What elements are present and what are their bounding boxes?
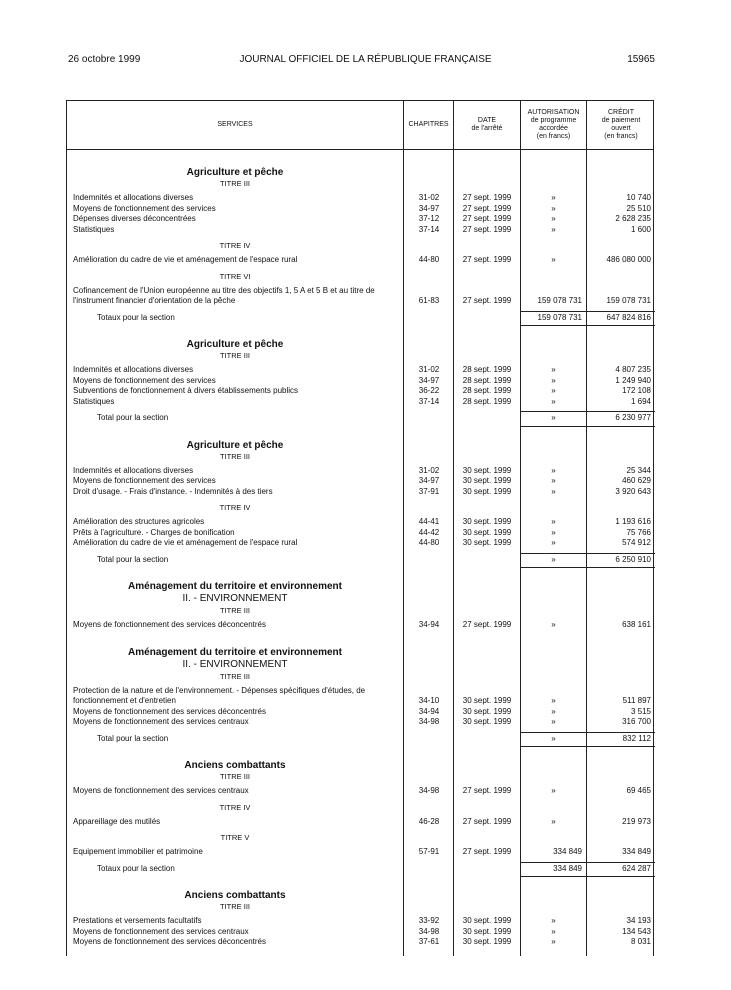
total-rule <box>520 311 655 312</box>
row-chapitre: 34-97 <box>418 375 440 385</box>
column-header-credit: CRÉDIT de paiement ouvert (en francs) <box>601 109 641 140</box>
row-date: 27 sept. 1999 <box>462 193 512 202</box>
row-label-text: Moyens de fonctionnement des services centraux <box>73 717 249 726</box>
total-label <box>97 413 403 423</box>
row-chapitre: 36-22 <box>418 386 440 395</box>
row-label-text: Statistiques <box>73 224 115 234</box>
table-row <box>67 225 655 236</box>
row-label <box>73 528 403 538</box>
total-credit: 832 112 <box>622 733 651 743</box>
table-row <box>67 476 655 487</box>
row-chapitre: 44-42 <box>418 527 440 537</box>
row-label <box>73 538 403 548</box>
row-chapitre: 37-14 <box>418 224 440 234</box>
table-row <box>67 927 655 938</box>
total-autorisation: 159 078 731 <box>537 312 582 322</box>
row-date: 27 sept. 1999 <box>462 816 512 826</box>
total-autorisation: » <box>551 413 556 422</box>
table-row <box>67 528 655 539</box>
row-date: 27 sept. 1999 <box>462 620 512 629</box>
row-label <box>73 717 403 727</box>
section-rule <box>520 426 655 427</box>
row-label-text: Moyens de fonctionnement des services centraux <box>73 926 249 936</box>
row-label-text: Moyens de fonctionnement des services <box>73 476 216 485</box>
row-credit: 460 629 <box>622 476 651 485</box>
row-credit: 134 543 <box>622 926 651 936</box>
row-credit: 3 515 <box>630 706 651 716</box>
titre-heading: TITRE III <box>220 772 250 781</box>
row-credit: 574 912 <box>622 538 651 547</box>
row-label <box>73 927 403 937</box>
section-rule <box>520 746 655 747</box>
row-chapitre: 34-94 <box>418 706 440 716</box>
table-row <box>67 847 655 858</box>
row-label-text: Amélioration du cadre de vie et aménagement de l'espace rural <box>73 538 298 547</box>
table-row <box>67 937 655 948</box>
row-chapitre: 37-61 <box>418 937 440 946</box>
row-label <box>73 487 403 497</box>
table-row <box>67 255 655 266</box>
row-label <box>73 397 403 407</box>
row-chapitre: 37-91 <box>418 486 440 496</box>
row-autorisation: » <box>551 538 556 547</box>
section-title: Anciens combattants <box>184 890 286 901</box>
table-row <box>67 517 655 528</box>
row-label-text: Indemnités et allocations diverses <box>73 365 194 374</box>
total-label-text: Total pour la section <box>97 554 169 564</box>
row-date: 30 sept. 1999 <box>462 465 512 475</box>
row-label-text: Prêts à l'agriculture. - Charges de bonification <box>73 527 235 537</box>
row-label <box>73 847 403 857</box>
row-chapitre: 46-28 <box>418 816 440 826</box>
row-credit: 511 897 <box>622 696 651 705</box>
titre-heading: TITRE V <box>220 833 250 842</box>
row-label <box>73 786 403 796</box>
row-chapitre: 61-83 <box>418 296 440 305</box>
header-divider <box>67 149 653 150</box>
total-autorisation: 334 849 <box>553 863 582 873</box>
table-row <box>67 193 655 204</box>
row-autorisation: » <box>551 375 556 385</box>
row-label <box>73 193 403 203</box>
row-date: 27 sept. 1999 <box>462 786 512 795</box>
row-autorisation: » <box>551 916 556 925</box>
table-row <box>67 487 655 498</box>
row-label <box>73 286 403 306</box>
row-label-text: Moyens de fonctionnement des services déconcentrés <box>73 937 266 946</box>
total-label-text: Totaux pour la section <box>97 312 175 322</box>
row-label-text: Statistiques <box>73 396 115 406</box>
row-autorisation: » <box>551 527 556 537</box>
row-label <box>73 937 403 947</box>
total-label-text: Total pour la section <box>97 413 169 422</box>
row-chapitre: 33-92 <box>418 916 440 925</box>
row-date: 30 sept. 1999 <box>462 706 512 716</box>
column-header-autorisation: AUTORISATION de programme accordée (en francs) <box>527 109 580 140</box>
journal-title: JOURNAL OFFICIEL DE LA RÉPUBLIQUE FRANÇAISE <box>239 54 492 65</box>
header-date: 26 octobre 1999 <box>68 54 141 65</box>
titre-heading: TITRE III <box>220 606 250 615</box>
row-autorisation: » <box>551 476 556 485</box>
row-label-text: Subventions de fonctionnement à divers établissements publics <box>73 386 299 395</box>
row-credit: 638 161 <box>622 620 651 629</box>
row-date: 30 sept. 1999 <box>462 916 512 925</box>
section-title: Agriculture et pêche <box>186 167 284 178</box>
row-label-text: Moyens de fonctionnement des services <box>73 375 216 385</box>
table-row <box>67 620 655 631</box>
row-autorisation: 159 078 731 <box>537 296 582 305</box>
row-autorisation: » <box>551 696 556 705</box>
total-rule <box>520 732 655 733</box>
row-label <box>73 386 403 396</box>
row-label-text: Equipement immobilier et patrimoine <box>73 847 203 856</box>
row-chapitre: 44-41 <box>418 517 440 526</box>
row-credit: 2 628 235 <box>615 214 651 223</box>
row-label-text: Moyens de fonctionnement des services déconcentrés <box>73 706 266 716</box>
row-date: 30 sept. 1999 <box>462 476 512 485</box>
table-row <box>67 386 655 397</box>
row-date: 28 sept. 1999 <box>462 365 512 374</box>
row-credit: 1 249 940 <box>615 375 651 385</box>
row-chapitre: 34-94 <box>418 620 440 629</box>
row-label-text: Moyens de fonctionnement des services <box>73 203 216 213</box>
row-chapitre: 34-98 <box>418 717 440 726</box>
row-autorisation: » <box>551 224 556 234</box>
titre-heading: TITRE III <box>220 179 250 188</box>
table-row <box>67 397 655 408</box>
row-credit: 1 600 <box>630 224 651 234</box>
row-date: 28 sept. 1999 <box>462 386 512 395</box>
table-row <box>67 817 655 828</box>
row-chapitre: 34-10 <box>418 696 440 705</box>
row-autorisation: » <box>551 255 556 264</box>
row-label-text: Moyens de fonctionnement des services centraux <box>73 786 249 795</box>
row-credit: 219 973 <box>622 816 651 826</box>
row-credit: 8 031 <box>630 937 651 946</box>
row-date: 30 sept. 1999 <box>462 527 512 537</box>
row-date: 27 sept. 1999 <box>462 203 512 213</box>
row-chapitre: 31-02 <box>418 193 440 202</box>
row-label-text: Prestations et versements facultatifs <box>73 916 202 925</box>
table-row <box>67 204 655 215</box>
table-row <box>67 538 655 549</box>
row-label-text: Moyens de fonctionnement des services déconcentrés <box>73 620 266 629</box>
table-row <box>67 707 655 718</box>
row-label <box>73 517 403 527</box>
row-label <box>73 376 403 386</box>
titre-heading: TITRE III <box>220 671 250 681</box>
section-subtitle: II. - ENVIRONNEMENT <box>182 658 288 670</box>
row-credit: 69 465 <box>626 786 651 795</box>
total-label-text: Totaux pour la section <box>97 863 175 873</box>
row-label <box>73 707 403 717</box>
total-row <box>67 413 655 424</box>
row-chapitre: 44-80 <box>418 538 440 547</box>
row-label-text: Amélioration du cadre de vie et aménagement de l'espace rural <box>73 255 298 264</box>
table-row <box>67 786 655 797</box>
total-credit: 6 250 910 <box>615 554 651 564</box>
row-autorisation: » <box>551 396 556 406</box>
row-label <box>73 365 403 375</box>
row-date: 30 sept. 1999 <box>462 696 512 705</box>
row-autorisation: » <box>551 816 556 826</box>
row-label <box>73 214 403 224</box>
total-credit: 624 287 <box>622 863 651 873</box>
row-chapitre: 34-97 <box>418 476 440 485</box>
section-title: Aménagement du territoire et environnement <box>128 646 342 658</box>
row-credit: 3 920 643 <box>615 486 651 496</box>
section-title: Agriculture et pêche <box>186 339 284 350</box>
row-autorisation: » <box>551 214 556 223</box>
row-autorisation: 334 849 <box>553 847 582 856</box>
table-row <box>67 365 655 376</box>
column-header-date: DATE de l'arrêté <box>471 117 503 132</box>
budget-table <box>66 100 654 956</box>
total-credit: 6 230 977 <box>615 413 651 422</box>
titre-heading: TITRE VI <box>219 271 251 281</box>
row-date: 30 sept. 1999 <box>462 517 512 526</box>
row-autorisation: » <box>551 620 556 629</box>
column-header-services: SERVICES <box>217 121 253 128</box>
row-label <box>73 255 403 265</box>
row-credit: 172 108 <box>622 386 651 395</box>
table-row <box>67 686 655 707</box>
row-credit: 159 078 731 <box>606 296 651 305</box>
page-number: 15965 <box>627 54 655 65</box>
row-date: 27 sept. 1999 <box>462 296 512 305</box>
section-rule <box>520 325 655 326</box>
row-autorisation: » <box>551 386 556 395</box>
row-date: 30 sept. 1999 <box>462 926 512 936</box>
row-label-text: Indemnités et allocations diverses <box>73 193 194 202</box>
row-chapitre: 44-80 <box>418 255 440 264</box>
row-autorisation: » <box>551 926 556 936</box>
row-label <box>73 916 403 926</box>
table-row <box>67 286 655 307</box>
row-credit: 316 700 <box>622 717 651 726</box>
row-chapitre: 37-14 <box>418 396 440 406</box>
row-label <box>73 225 403 235</box>
section-title: Aménagement du territoire et environnement <box>128 581 342 592</box>
total-credit: 647 824 816 <box>606 312 651 322</box>
row-date: 28 sept. 1999 <box>462 396 512 406</box>
table-row <box>67 717 655 728</box>
row-autorisation: » <box>551 717 556 726</box>
row-chapitre: 31-02 <box>418 365 440 374</box>
total-rule <box>520 411 655 412</box>
total-rule <box>520 862 655 863</box>
row-credit: 25 510 <box>626 203 651 213</box>
total-autorisation: » <box>551 733 556 743</box>
row-chapitre: 57-91 <box>418 847 440 856</box>
section-rule <box>520 567 655 568</box>
row-date: 27 sept. 1999 <box>462 224 512 234</box>
column-header-chapitres: CHAPITRES <box>408 121 449 128</box>
row-autorisation: » <box>551 486 556 496</box>
row-label <box>73 204 403 214</box>
table-row <box>67 916 655 927</box>
row-date: 27 sept. 1999 <box>462 847 512 856</box>
row-chapitre: 31-02 <box>418 465 440 475</box>
total-row <box>67 734 655 745</box>
total-label-text: Total pour la section <box>97 733 169 743</box>
row-label-text: Droit d'usage. - Frais d'instance. - Indemnités à des tiers <box>73 486 273 496</box>
total-row <box>67 555 655 566</box>
row-date: 30 sept. 1999 <box>462 937 512 946</box>
row-credit: 334 849 <box>622 847 651 856</box>
row-label-text: Amélioration des structures agricoles <box>73 517 205 526</box>
row-label <box>73 620 403 630</box>
total-label <box>97 313 403 323</box>
row-label-text: Appareillage des mutilés <box>73 816 161 826</box>
total-row <box>67 313 655 324</box>
section-subtitle: II. - ENVIRONNEMENT <box>182 593 288 604</box>
titre-heading: TITRE III <box>220 351 250 360</box>
titre-heading: TITRE IV <box>219 802 251 812</box>
row-credit: 25 344 <box>626 465 651 475</box>
row-autorisation: » <box>551 517 556 526</box>
row-autorisation: » <box>551 465 556 475</box>
row-credit: 34 193 <box>626 916 651 925</box>
row-credit: 1 694 <box>630 396 651 406</box>
section-rule <box>520 876 655 877</box>
row-label <box>73 466 403 476</box>
row-label-text: Protection de la nature et de l'environnement. - Dépenses spécifiques d'études, de fonctionnement et d'entretien <box>73 685 366 705</box>
row-label-text: Dépenses diverses déconcentrées <box>73 214 196 223</box>
titre-heading: TITRE III <box>220 451 250 461</box>
titre-heading: TITRE IV <box>219 503 251 512</box>
total-rule <box>520 553 655 554</box>
row-autorisation: » <box>551 937 556 946</box>
row-chapitre: 34-98 <box>418 786 440 795</box>
row-chapitre: 34-97 <box>418 203 440 213</box>
row-date: 28 sept. 1999 <box>462 375 512 385</box>
row-label <box>73 686 403 706</box>
total-label <box>97 555 403 565</box>
row-credit: 486 080 000 <box>606 255 651 264</box>
row-autorisation: » <box>551 706 556 716</box>
row-date: 27 sept. 1999 <box>462 255 512 264</box>
table-row <box>67 466 655 477</box>
row-label <box>73 476 403 486</box>
total-label <box>97 734 403 744</box>
row-autorisation: » <box>551 365 556 374</box>
row-autorisation: » <box>551 203 556 213</box>
row-chapitre: 34-98 <box>418 926 440 936</box>
row-chapitre: 37-12 <box>418 214 440 223</box>
row-credit: 75 766 <box>626 527 651 537</box>
total-row <box>67 864 655 875</box>
row-label <box>73 817 403 827</box>
table-row <box>67 214 655 225</box>
row-date: 30 sept. 1999 <box>462 717 512 726</box>
row-credit: 10 740 <box>626 193 651 202</box>
titre-heading: TITRE IV <box>219 241 251 250</box>
row-date: 27 sept. 1999 <box>462 214 512 223</box>
row-autorisation: » <box>551 786 556 795</box>
section-title: Anciens combattants <box>184 760 286 771</box>
row-autorisation: » <box>551 193 556 202</box>
row-date: 30 sept. 1999 <box>462 486 512 496</box>
row-date: 30 sept. 1999 <box>462 538 512 547</box>
total-autorisation: » <box>551 554 556 564</box>
section-title: Agriculture et pêche <box>186 439 284 451</box>
row-label-text: Cofinancement de l'Union européenne au titre des objectifs 1, 5 A et 5 B et au titre de l'instrument financier d'orientation de la pêche <box>73 285 375 305</box>
row-label-text: Indemnités et allocations diverses <box>73 465 194 475</box>
total-label <box>97 864 403 874</box>
table-row <box>67 376 655 387</box>
titre-heading: TITRE III <box>220 902 250 911</box>
row-credit: 4 807 235 <box>615 365 651 374</box>
row-credit: 1 193 616 <box>615 517 651 526</box>
